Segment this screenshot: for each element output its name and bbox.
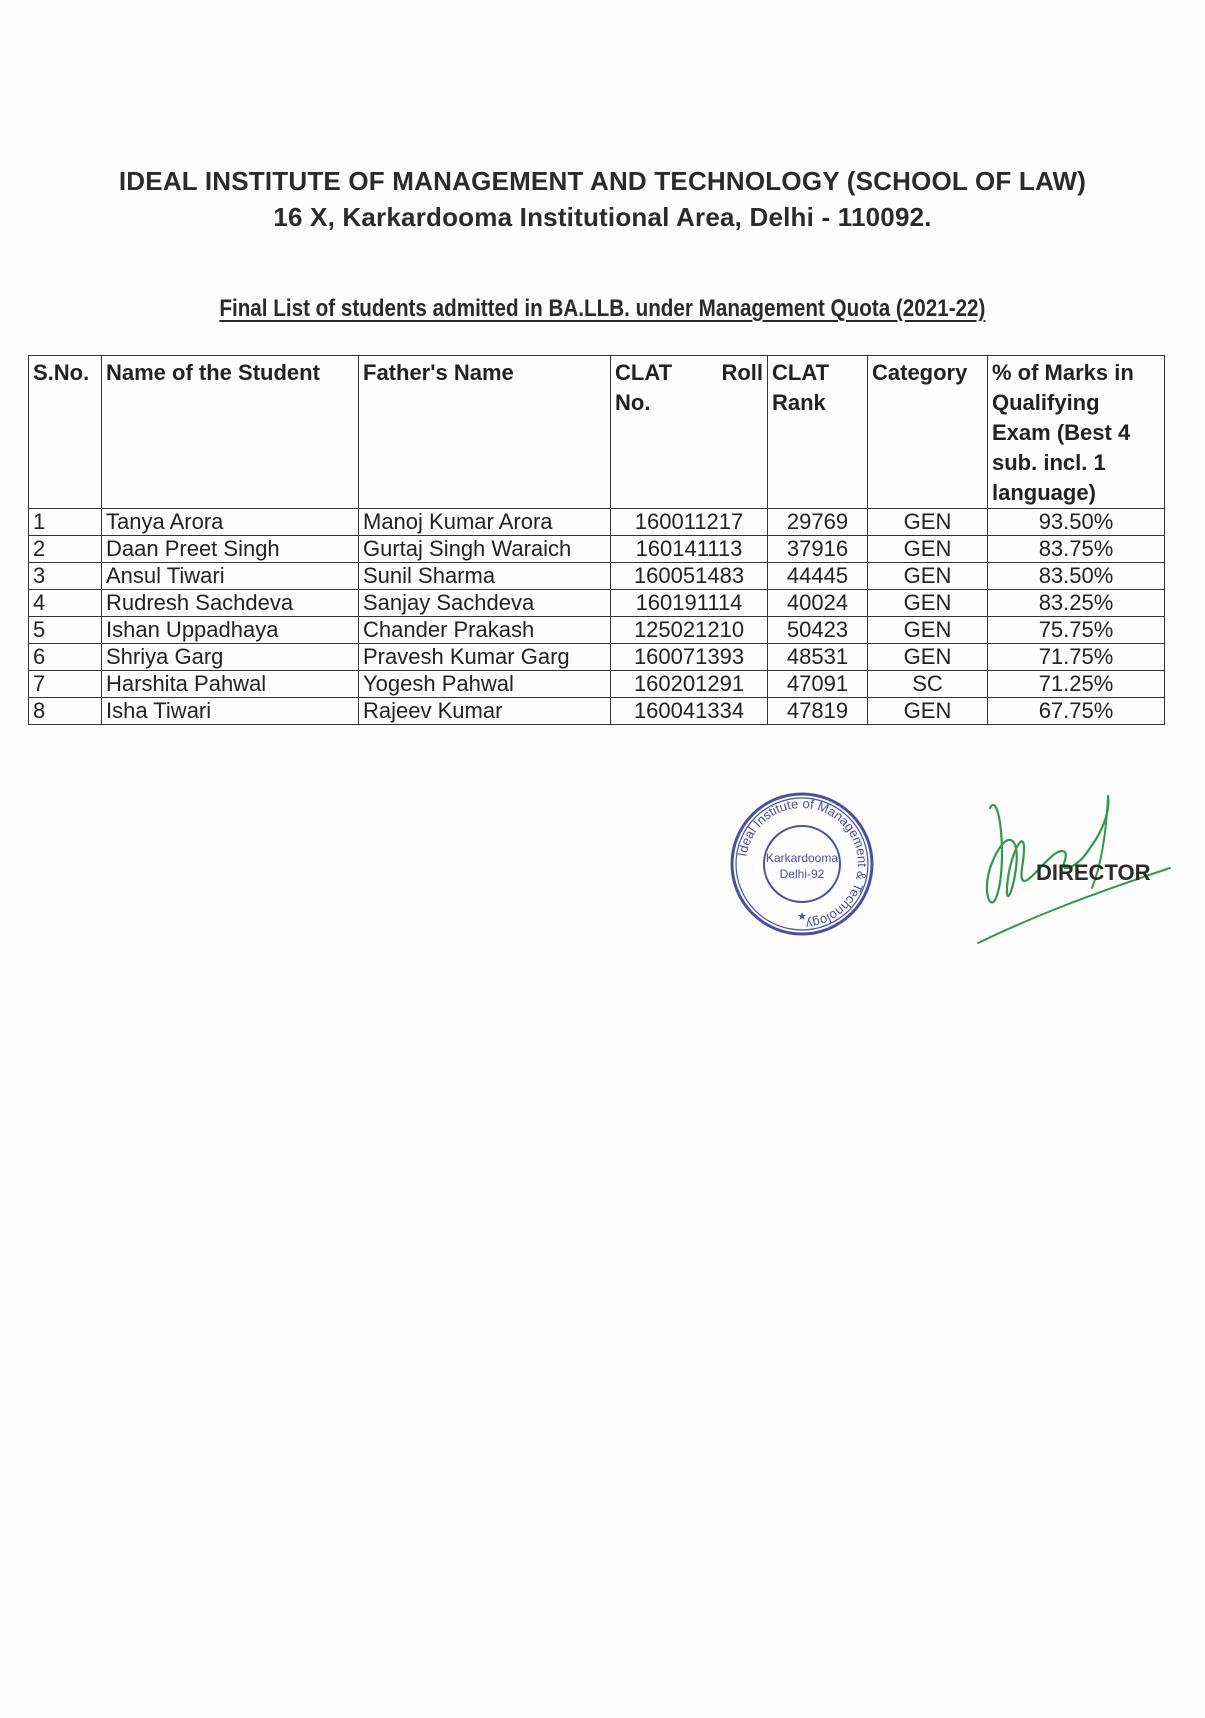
cell-category: GEN: [868, 698, 988, 725]
cell-clat-roll: 160011217: [611, 509, 768, 536]
cell-clat-rank: 47819: [768, 698, 868, 725]
director-signature: [960, 748, 1190, 948]
institute-address: 16 X, Karkardooma Institutional Area, Delhi - 110092.: [273, 202, 932, 232]
cell-sno: 7: [29, 671, 102, 698]
cell-sno: 1: [29, 509, 102, 536]
cell-student-name: Shriya Garg: [102, 644, 359, 671]
cell-marks: 75.75%: [988, 617, 1165, 644]
cell-father-name: Pravesh Kumar Garg: [359, 644, 611, 671]
table-body: [29, 509, 1165, 725]
cell-clat-roll: 160201291: [611, 671, 768, 698]
table-row: [29, 617, 1165, 644]
table-row: [29, 536, 1165, 563]
cell-clat-rank: 44445: [768, 563, 868, 590]
list-title-text: Final List of students admitted in BA.LLB. under Management Quota (2021-22): [219, 295, 986, 322]
cell-marks: 83.75%: [988, 536, 1165, 563]
header-marks: % of Marks in Qualifying Exam (Best 4 sub. incl. 1 language): [988, 356, 1165, 509]
cell-clat-rank: 47091: [768, 671, 868, 698]
institute-name: IDEAL INSTITUTE OF MANAGEMENT AND TECHNOLOGY (SCHOOL OF LAW): [118, 166, 1087, 196]
header-father-name: Father's Name: [359, 356, 611, 509]
table-row: [29, 563, 1165, 590]
cell-student-name: Harshita Pahwal: [102, 671, 359, 698]
cell-category: GEN: [868, 644, 988, 671]
stamp-inner-line1: Karkardooma: [765, 851, 839, 865]
cell-student-name: Daan Preet Singh: [102, 536, 359, 563]
cell-marks: 67.75%: [988, 698, 1165, 725]
cell-sno: 8: [29, 698, 102, 725]
cell-father-name: Sunil Sharma: [359, 563, 611, 590]
cell-clat-rank: 37916: [768, 536, 868, 563]
cell-clat-rank: 29769: [768, 509, 868, 536]
header-category: Category: [868, 356, 988, 509]
table-row: [29, 671, 1165, 698]
cell-category: GEN: [868, 536, 988, 563]
cell-clat-roll: 160071393: [611, 644, 768, 671]
cell-sno: 4: [29, 590, 102, 617]
header-student-name: Name of the Student: [102, 356, 359, 509]
cell-father-name: Yogesh Pahwal: [359, 671, 611, 698]
signature-stroke-main: [987, 796, 1109, 902]
cell-student-name: Rudresh Sachdeva: [102, 590, 359, 617]
cell-category: SC: [868, 671, 988, 698]
cell-category: GEN: [868, 590, 988, 617]
stamp-star-icon: ★: [797, 910, 807, 923]
cell-category: GEN: [868, 563, 988, 590]
cell-clat-roll: 160141113: [611, 536, 768, 563]
cell-clat-roll: 160191114: [611, 590, 768, 617]
cell-sno: 6: [29, 644, 102, 671]
header-sno: S.No.: [29, 356, 102, 509]
admission-table: [28, 355, 1165, 725]
header-clat-roll-c: No.: [615, 390, 651, 415]
cell-sno: 5: [29, 617, 102, 644]
cell-student-name: Isha Tiwari: [102, 698, 359, 725]
cell-sno: 3: [29, 563, 102, 590]
stamp-ring-path: Ideal Institute of Management & Technology: [734, 795, 871, 932]
cell-father-name: Rajeev Kumar: [359, 698, 611, 725]
cell-category: GEN: [868, 509, 988, 536]
cell-category: GEN: [868, 617, 988, 644]
cell-clat-roll: 125021210: [611, 617, 768, 644]
header-clat-roll: [611, 356, 768, 509]
cell-father-name: Manoj Kumar Arora: [359, 509, 611, 536]
cell-marks: 83.25%: [988, 590, 1165, 617]
header-clat-roll-b: Roll: [721, 360, 763, 385]
table-row: [29, 644, 1165, 671]
director-label: DIRECTOR: [1036, 860, 1151, 885]
cell-father-name: Sanjay Sachdeva: [359, 590, 611, 617]
table-row: [29, 509, 1165, 536]
table-row: [29, 698, 1165, 725]
cell-clat-rank: 40024: [768, 590, 868, 617]
cell-clat-rank: 48531: [768, 644, 868, 671]
cell-clat-roll: 160051483: [611, 563, 768, 590]
cell-marks: 71.75%: [988, 644, 1165, 671]
header-clat-rank: CLAT Rank: [768, 356, 868, 509]
institute-stamp: [728, 790, 876, 938]
stamp-inner-line2: Delhi-92: [779, 867, 825, 881]
cell-sno: 2: [29, 536, 102, 563]
cell-father-name: Chander Prakash: [359, 617, 611, 644]
cell-student-name: Ansul Tiwari: [102, 563, 359, 590]
cell-father-name: Gurtaj Singh Waraich: [359, 536, 611, 563]
list-title: [0, 295, 1205, 323]
cell-marks: 83.50%: [988, 563, 1165, 590]
cell-marks: 93.50%: [988, 509, 1165, 536]
cell-marks: 71.25%: [988, 671, 1165, 698]
cell-student-name: Ishan Uppadhaya: [102, 617, 359, 644]
table-row: [29, 590, 1165, 617]
cell-clat-roll: 160041334: [611, 698, 768, 725]
cell-clat-rank: 50423: [768, 617, 868, 644]
header-clat-roll-a: CLAT: [615, 360, 673, 385]
cell-student-name: Tanya Arora: [102, 509, 359, 536]
table-header-row: [29, 356, 1165, 509]
